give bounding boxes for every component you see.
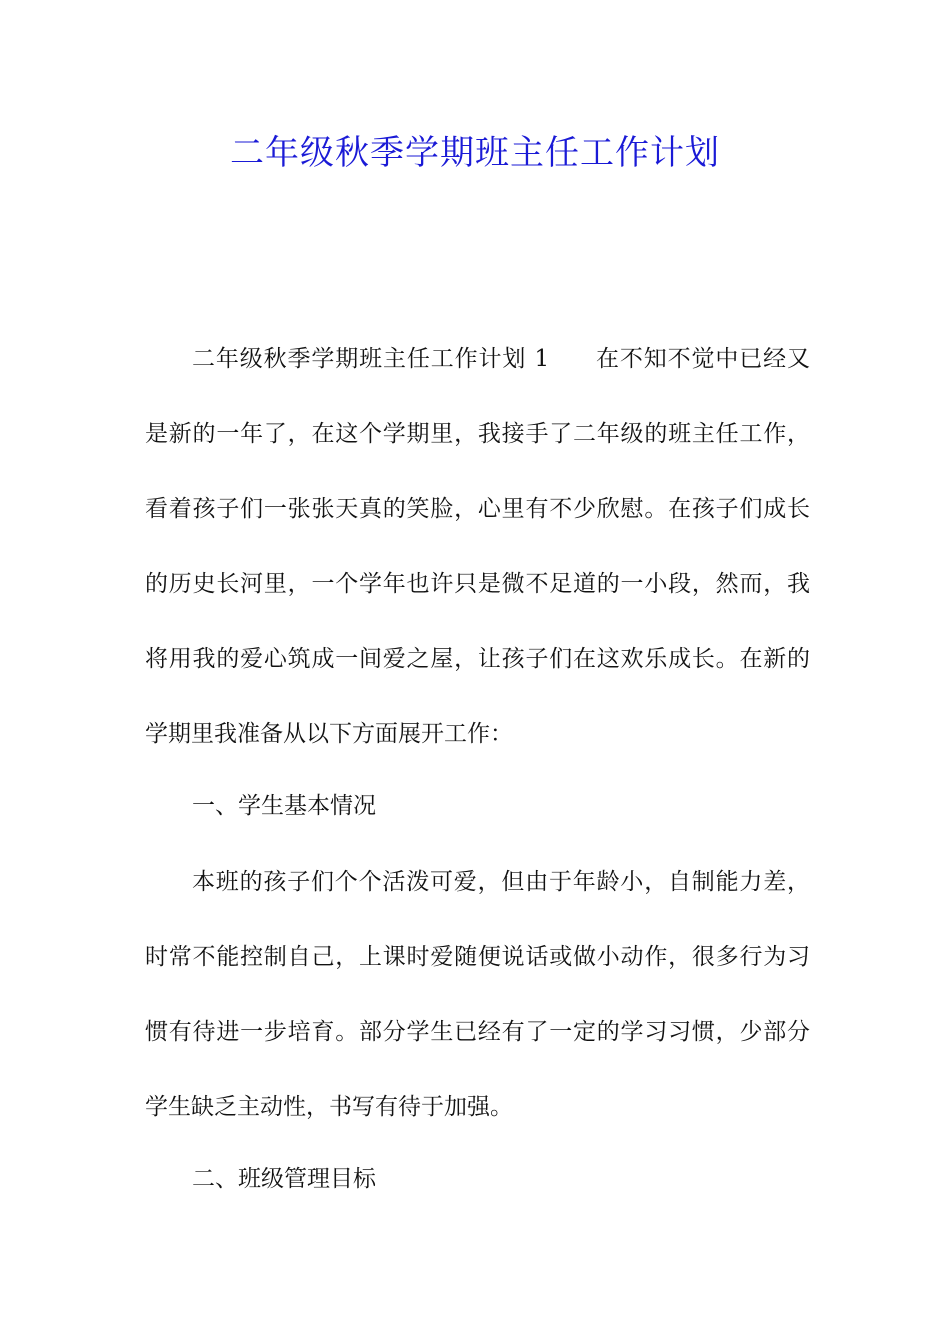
intro-text: 在不知不觉中已经又是新的一年了，在这个学期里，我接手了二年级的班主任工作，看着孩子们一张张天真的笑脸，心里有不少欣慰。在孩子们成长的历史长河里，一个学年也许只是微不足道的一小段，然而，我将用我的爱心筑成一间爱之屋，让孩子们在这欢乐成长。在新的学期里我准备从以下方面展开工作： <box>145 346 811 747</box>
section-heading-1: 一、学生基本情况 <box>192 793 376 819</box>
section-heading-2: 二、班级管理目标 <box>192 1166 376 1192</box>
intro-paragraph <box>145 322 810 772</box>
intro-heading: 二年级秋季学期班主任工作计划 1 <box>192 346 550 372</box>
document-title: 二年级秋季学期班主任工作计划 <box>230 133 720 173</box>
section-paragraph-1: 本班的孩子们个个活泼可爱，但由于年龄小，自制能力差，时常不能控制自己，上课时爱随便说话或做小动作，很多行为习惯有待进一步培育。部分学生已经有了一定的学习习惯，少部分学生缺乏主动性，书写有待于加强。 <box>145 869 810 1120</box>
